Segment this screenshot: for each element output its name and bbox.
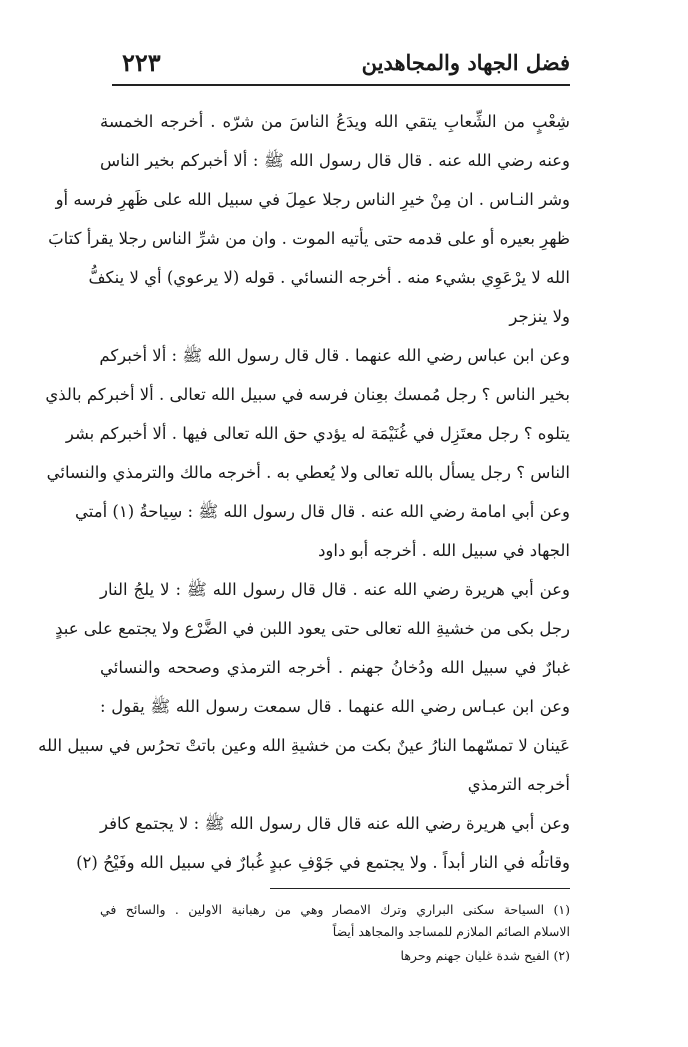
- body-line: ولا ينزجر: [509, 307, 570, 326]
- footnote-divider: [270, 888, 570, 889]
- body-line: الناس ؟ رجل يسأل بالله تعالى ولا يُعطي به . أخرجه مالك والترمذي والنسائي: [46, 463, 570, 482]
- body-line: وعن أبي هريرة رضي الله عنه قال قال رسول الله ﷺ : لا يجتمع كافر: [100, 814, 570, 833]
- footnote-line: (٢) الفيح شدة غليان جهنم وحرها: [400, 948, 570, 963]
- body-line: وشر النـاس . ان مِنْ خيرِ الناس رجلا عمِلَ في سبيل الله على ظَهرِ فرسه أو: [55, 190, 570, 209]
- body-line: أخرجه الترمذي: [467, 775, 570, 794]
- body-line: وعن ابن عبـاس رضي الله عنهما . قال سمعت رسول الله ﷺ يقول :: [100, 697, 570, 716]
- running-header: [112, 50, 570, 86]
- body-line: يتلوه ؟ رجل معتَزِل في غُنَيْمَة له يؤدي حق الله تعالى فيها . ألا أخبركم بشر: [65, 424, 570, 443]
- body-line: ظهرِ بعيره أو على قدمه حتى يأتيه الموت . وان من شرِّ الناس رجلا يقرأ كتابَ: [48, 229, 570, 248]
- body-line: بخير الناس ؟ رجل مُمسك بعِنان فرسه في سبيل الله تعالى . ألا أخبركم بالذي: [45, 385, 570, 404]
- page-number: ٢٢٣: [122, 48, 161, 77]
- body-line: رجل بكى من خشيةِ الله تعالى حتى يعود اللبن في الضَّرْع ولا يجتمع على عبدٍ: [55, 619, 570, 638]
- body-line: شِعْبٍ من الشِّعابِ يتقي الله ويدَعُ الناسَ من شرّه . أخرجه الخمسة: [100, 112, 570, 131]
- body-line: الجهاد في سبيل الله . أخرجه أبو داود: [318, 541, 570, 560]
- body-line: غبارٌ في سبيل الله ودُخانُ جهنم . أخرجه الترمذي وصححه والنسائي: [100, 658, 570, 677]
- body-line: عَينان لا تمسّهما النارُ عينٌ بكت من خشيةِ الله وعين باتتْ تحرُس في سبيل الله: [38, 736, 570, 755]
- chapter-title: فضل الجهاد والمجاهدين: [361, 50, 570, 75]
- body-line: وعن ابن عباس رضي الله عنهما . قال قال رسول الله ﷺ : ألا أخبركم: [99, 346, 570, 365]
- body-line: وعن أبي هريرة رضي الله عنه . قال قال رسول الله ﷺ : لا يلجُ النار: [100, 580, 570, 599]
- header-divider: [112, 84, 570, 86]
- body-line: وعن أبي امامة رضي الله عنه . قال قال رسول الله ﷺ : سِياحةُ (١) أمتي: [75, 502, 570, 521]
- body-line: وقاتلُه في النار أبداً . ولا يجتمع في جَوْفِ عبدٍ غُبارٌ في سبيل الله وفَيْحُ (٢): [76, 853, 570, 872]
- footnote-line: الاسلام الصائم الملازم للمساجد والمجاهد أيضاً: [332, 924, 570, 939]
- footnote-line: (١) السياحة سكنى البراري وترك الامصار وهي من رهبانية الاولين . والسائح في: [100, 902, 570, 917]
- body-line: الله لا يرْعَوِي بشيء منه . أخرجه النسائي . قوله (لا يرعوي) أي لا ينكفُّ: [88, 268, 570, 287]
- body-line: وعنه رضي الله عنه . قال قال رسول الله ﷺ : ألا أخبركم بخير الناس: [100, 151, 570, 170]
